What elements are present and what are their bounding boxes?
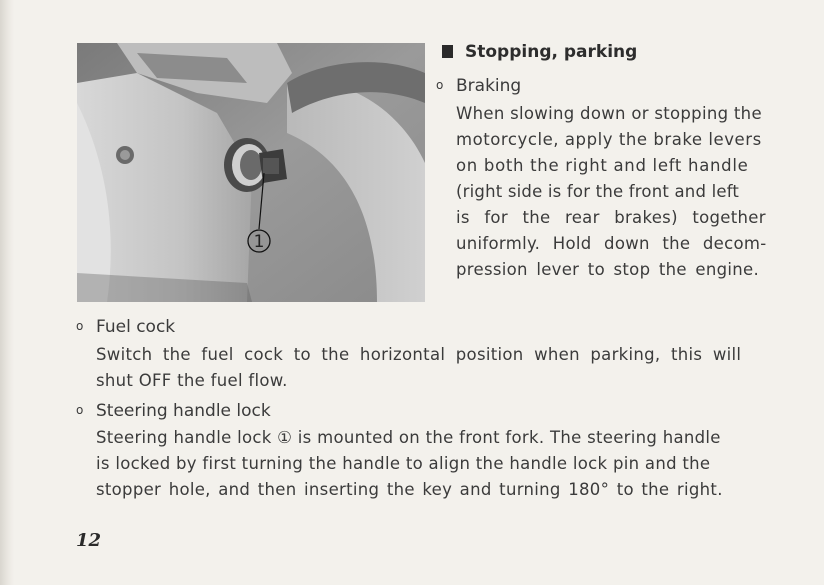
section-heading-text: Stopping, parking [465, 42, 638, 62]
page-binding-edge [0, 0, 14, 585]
text-line: stopper hole, and then inserting the key and turning 180° to the right. [96, 480, 723, 499]
text-line: uniformly. Hold down the decom- [456, 234, 767, 253]
steering-lock-paragraph [96, 425, 792, 503]
bullet-icon: o [436, 78, 444, 92]
heading-square-marker [442, 45, 453, 58]
bullet-icon: o [76, 403, 84, 417]
text-line: Steering handle lock ① is mounted on the front fork. The steering handle [96, 428, 721, 447]
braking-title-text: Braking [456, 76, 522, 96]
text-line: on both the right and left handle [456, 156, 749, 175]
handle-lock-illustration [77, 43, 425, 302]
text-line: motorcycle, apply the brake levers [456, 130, 762, 149]
handle-lock-photo [77, 43, 425, 302]
bullet-icon: o [76, 319, 84, 333]
callout-number: 1 [253, 232, 265, 252]
text-line: pression lever to stop the engine. [456, 260, 760, 279]
section-heading [442, 42, 637, 62]
text-line: is for the rear brakes) together [456, 208, 766, 227]
page-number: 12 [76, 530, 102, 551]
steering-lock-title-text: Steering handle lock [96, 401, 271, 421]
text-line: When slowing down or stopping the [456, 104, 762, 123]
steering-lock-title [76, 401, 271, 421]
text-line: shut OFF the fuel flow. [96, 371, 288, 390]
text-line: is locked by first turning the handle to align the handle lock pin and the [96, 454, 711, 473]
fuel-cock-title-text: Fuel cock [96, 317, 176, 337]
fuel-cock-paragraph [96, 342, 792, 394]
braking-paragraph [456, 101, 792, 283]
braking-title [436, 76, 521, 96]
fuel-cock-title [76, 317, 175, 337]
text-line: (right side is for the front and left [456, 182, 740, 201]
text-line: Switch the fuel cock to the horizontal position when parking, this will [96, 345, 742, 364]
